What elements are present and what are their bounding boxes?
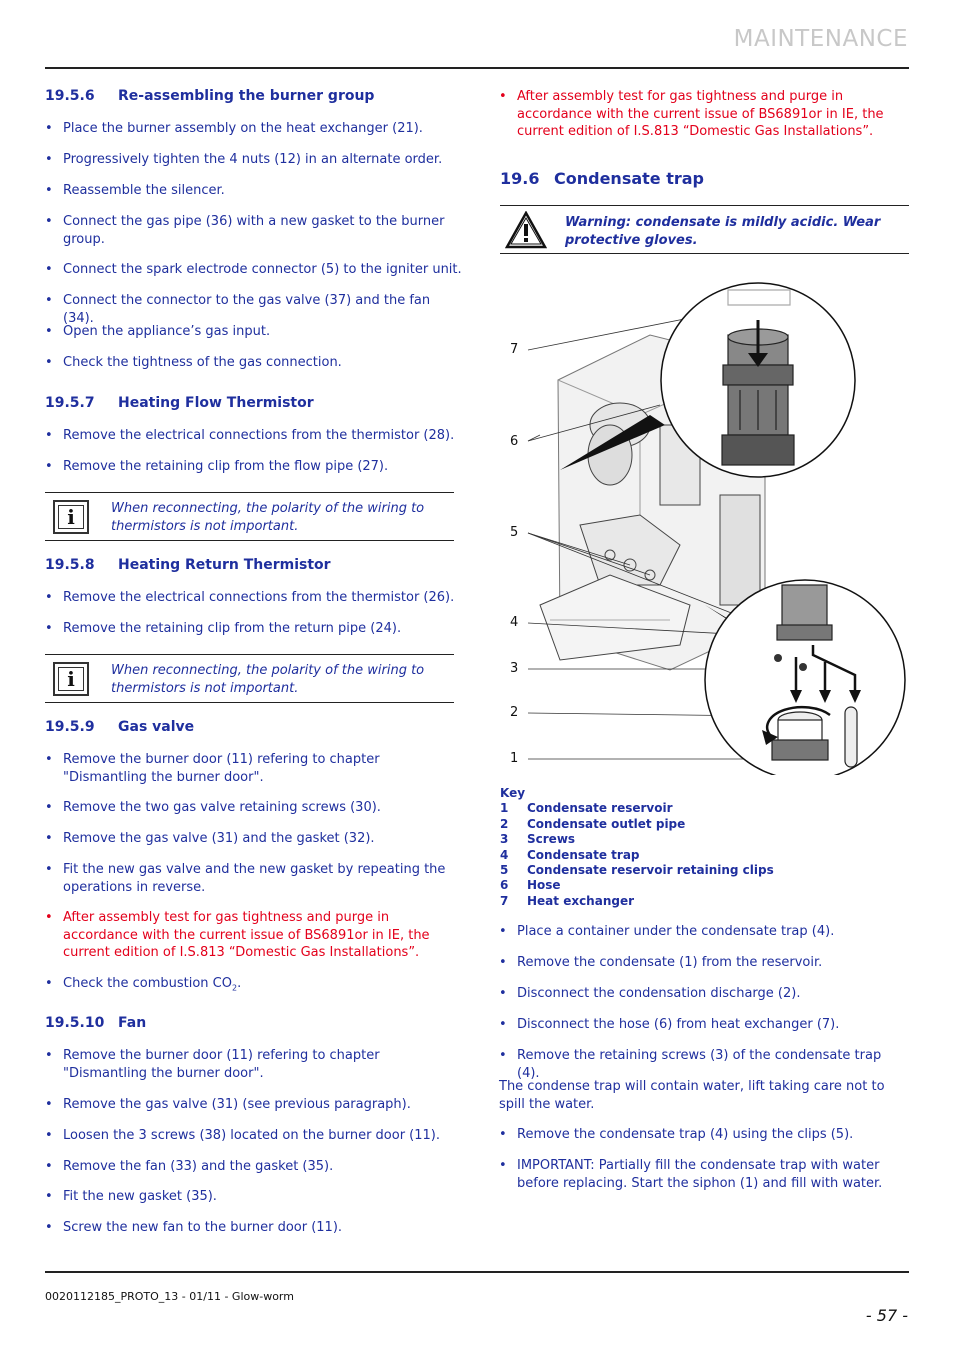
list-item: • Remove the two gas valve retaining screws (30). [45,799,463,817]
figure-key [500,786,900,909]
heading-number: 19.5.9 [45,719,95,735]
key-row: 5 Condensate reservoir retaining clips [500,863,774,878]
condensate-trap-figure [500,275,910,775]
heading-title: Fan [118,1015,147,1031]
list-item: • Fit the new gasket (35). [45,1188,463,1206]
warning-note [500,205,909,254]
heading-title: Re-assembling the burner group [118,88,375,104]
warning-triangle-icon [505,211,547,249]
list-item: • Connect the connector to the gas valve (37) and the fan (34). [45,292,463,327]
key-row: 2 Condensate outlet pipe [500,816,686,831]
key-title: Key [500,786,526,800]
list-item: • Screw the new fan to the burner door (11). [45,1219,463,1237]
footer-doc-id: 0020112185_PROTO_13 - 01/11 - Glow-worm [45,1290,294,1303]
list-item: • Remove the gas valve (31) (see previous paragraph). [45,1096,463,1114]
heading-19-5-10 [45,1015,146,1031]
heading-19-5-7 [45,395,314,411]
list-item-warning: • After assembly test for gas tightness and purge in accordance with the current issue of BS6891or in IE, the current edition of I.S.813 “Domestic Gas Installations”. [499,88,909,141]
key-row: 1 Condensate reservoir [500,801,673,816]
list-item: • Remove the retaining screws (3) of the condensate trap (4). [499,1047,907,1082]
heading-19-5-9 [45,719,194,735]
list-item: • IMPORTANT: Partially fill the condensate trap with water before replacing. Start the siphon (1) and fill with water. [499,1157,909,1192]
heading-19-5-6 [45,88,374,104]
list-item: • Disconnect the condensation discharge (2). [499,985,907,1003]
info-icon: i [53,662,89,696]
list-item: • Remove the burner door (11) refering to chapter "Dismantling the burner door". [45,751,458,786]
list-item-warning: • After assembly test for gas tightness and purge in accordance with the current issue of BS6891or in IE, the current edition of I.S.813 “Domestic Gas Installations”. [45,909,458,962]
heading-number: 19.5.7 [45,395,95,411]
list-item: • Remove the burner door (11) refering to chapter "Dismantling the burner door". [45,1047,458,1082]
figure-label-7: 7 [510,342,519,357]
heading-title: Heating Return Thermistor [118,557,331,573]
figure-label-1: 1 [510,751,519,766]
key-row: 4 Condensate trap [500,847,640,862]
list-item: • Open the appliance’s gas input. [45,323,463,341]
page-number: - 57 - [865,1306,908,1325]
list-item: • Remove the fan (33) and the gasket (35). [45,1158,463,1176]
warning-text: Warning: condensate is mildly acidic. Wear protective gloves. [565,215,881,248]
list-item: • Fit the new gas valve and the new gasket by repeating the operations in reverse. [45,861,448,896]
heading-number: 19.5.8 [45,557,95,573]
figure-label-3: 3 [510,661,519,676]
note-text: When reconnecting, the polarity of the wiring to thermistors is not important. [111,501,425,534]
list-item: • Loosen the 3 screws (38) located on the burner door (11). [45,1127,463,1145]
list-item: • Remove the electrical connections from the thermistor (28). [45,427,463,445]
list-item: • Check the tightness of the gas connection. [45,354,463,372]
heading-title: Condensate trap [554,169,704,188]
heading-19-5-8 [45,557,331,573]
list-item: • Remove the electrical connections from the thermistor (26). [45,589,463,607]
header-rule [45,67,909,69]
list-item: • Disconnect the hose (6) from heat exchanger (7). [499,1016,907,1034]
heading-19-6 [500,169,704,188]
key-row: 6 Hose [500,878,561,893]
footer-rule [45,1271,909,1273]
list-item: • Remove the gas valve (31) and the gasket (32). [45,830,463,848]
figure-label-5: 5 [510,525,519,540]
list-item: • Progressively tighten the 4 nuts (12) in an alternate order. [45,151,463,169]
heading-title: Heating Flow Thermistor [118,395,314,411]
key-row: 3 Screws [500,832,576,847]
figure-label-6: 6 [510,434,519,449]
list-item: • Remove the retaining clip from the return pipe (24). [45,620,463,638]
list-item: • Remove the retaining clip from the flow pipe (27). [45,458,463,476]
list-item: • Place the burner assembly on the heat exchanger (21). [45,120,463,138]
info-note [45,654,454,703]
heading-number: 19.5.6 [45,88,95,104]
figure-label-4: 4 [510,615,519,630]
list-item: • Check the combustion $CO_2$. [45,975,463,997]
figure-label-2: 2 [510,705,519,720]
list-item: • Connect the gas pipe (36) with a new gasket to the burner group. [45,213,453,248]
list-item: • Reassemble the silencer. [45,182,463,200]
key-row: 7 Heat exchanger [500,893,635,908]
heading-title: Gas valve [118,719,195,735]
list-item: • Connect the spark electrode connector (5) to the igniter unit. [45,261,463,279]
list-item: • Place a container under the condensate trap (4). [499,923,907,941]
list-item: • Remove the condensate trap (4) using the clips (5). [499,1126,907,1144]
page-header-title: MAINTENANCE [733,26,908,52]
heading-number: 19.5.10 [45,1015,105,1031]
paragraph: The condense trap will contain water, lift taking care not to spill the water. [499,1079,885,1112]
info-icon: i [53,500,89,534]
heading-number: 19.6 [500,169,540,188]
list-item: • Remove the condensate (1) from the reservoir. [499,954,907,972]
note-text: When reconnecting, the polarity of the wiring to thermistors is not important. [111,663,425,696]
info-note [45,492,454,541]
